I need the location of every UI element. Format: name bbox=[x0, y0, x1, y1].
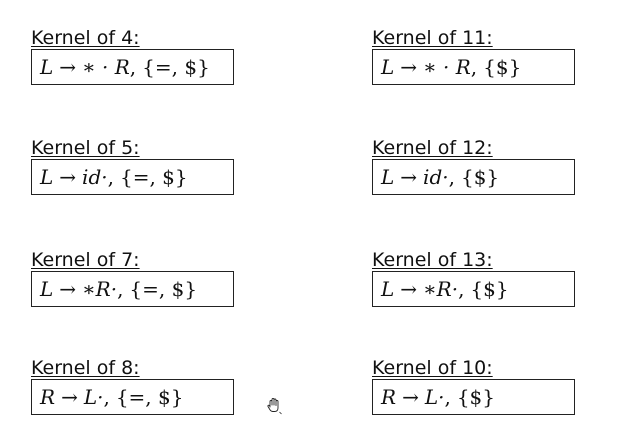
production-rhs: L· bbox=[83, 385, 104, 409]
kernel-item-box bbox=[372, 379, 575, 415]
kernel-7 bbox=[31, 250, 236, 307]
kernel-title: Kernel of 7: bbox=[31, 249, 140, 271]
production-rhs: id· bbox=[82, 165, 108, 189]
kernel-title: Kernel of 4: bbox=[31, 27, 140, 49]
lookahead-set: {$} bbox=[483, 55, 522, 79]
lookahead-set: {=, $} bbox=[119, 165, 188, 189]
production-rhs: ∗R· bbox=[423, 277, 459, 301]
kernel-10 bbox=[372, 358, 577, 415]
production-rhs: id· bbox=[423, 165, 449, 189]
production-lhs: L bbox=[381, 55, 395, 79]
kernel-item-box bbox=[31, 49, 234, 85]
production-arrow: → bbox=[400, 277, 418, 301]
kernel-title: Kernel of 11: bbox=[372, 27, 493, 49]
lookahead-set: {$} bbox=[456, 385, 496, 409]
lookahead-set: {$} bbox=[460, 165, 500, 189]
kernel-title: Kernel of 10: bbox=[372, 357, 493, 379]
kernel-12 bbox=[372, 138, 577, 195]
production-lhs: R bbox=[381, 385, 397, 409]
kernel-item-box bbox=[31, 159, 234, 195]
kernel-title: Kernel of 12: bbox=[372, 137, 493, 159]
lookahead-set: {=, $} bbox=[115, 385, 184, 409]
production-arrow: → bbox=[59, 277, 77, 301]
item-separator: , bbox=[117, 277, 124, 301]
kernel-8 bbox=[31, 358, 236, 415]
production-rhs: ∗ · R bbox=[423, 55, 471, 79]
production-lhs: L bbox=[40, 55, 54, 79]
production-arrow: → bbox=[61, 385, 78, 409]
production-arrow: → bbox=[400, 165, 418, 189]
production-arrow: → bbox=[402, 385, 419, 409]
lookahead-set: {=, $} bbox=[129, 277, 198, 301]
production-lhs: L bbox=[381, 165, 395, 189]
item-separator: , bbox=[103, 385, 110, 409]
production-arrow: → bbox=[59, 55, 77, 79]
production-rhs: ∗ · R bbox=[82, 55, 130, 79]
kernel-item-box bbox=[31, 379, 234, 415]
item-separator: , bbox=[470, 55, 478, 79]
production-rhs: ∗R· bbox=[82, 277, 118, 301]
kernel-title: Kernel of 5: bbox=[31, 137, 140, 159]
kernel-title: Kernel of 13: bbox=[372, 249, 493, 271]
item-separator: , bbox=[444, 385, 451, 409]
kernel-title: Kernel of 8: bbox=[31, 357, 140, 379]
kernel-item-box bbox=[372, 159, 575, 195]
production-arrow: → bbox=[400, 55, 418, 79]
hand-cursor-icon bbox=[264, 396, 284, 416]
production-lhs: L bbox=[40, 277, 54, 301]
kernel-item-box bbox=[372, 49, 575, 85]
kernel-4 bbox=[31, 28, 236, 85]
production-lhs: R bbox=[40, 385, 56, 409]
kernel-item-box bbox=[31, 271, 234, 307]
kernel-13 bbox=[372, 250, 577, 307]
production-rhs: L· bbox=[424, 385, 445, 409]
item-separator: , bbox=[448, 165, 455, 189]
item-separator: , bbox=[129, 55, 137, 79]
item-separator: , bbox=[458, 277, 465, 301]
production-arrow: → bbox=[59, 165, 77, 189]
kernel-11 bbox=[372, 28, 577, 85]
lookahead-set: {=, $} bbox=[142, 55, 210, 79]
kernel-5 bbox=[31, 138, 236, 195]
production-lhs: L bbox=[40, 165, 54, 189]
production-lhs: L bbox=[381, 277, 395, 301]
kernel-item-box bbox=[372, 271, 575, 307]
lookahead-set: {$} bbox=[470, 277, 509, 301]
item-separator: , bbox=[107, 165, 114, 189]
